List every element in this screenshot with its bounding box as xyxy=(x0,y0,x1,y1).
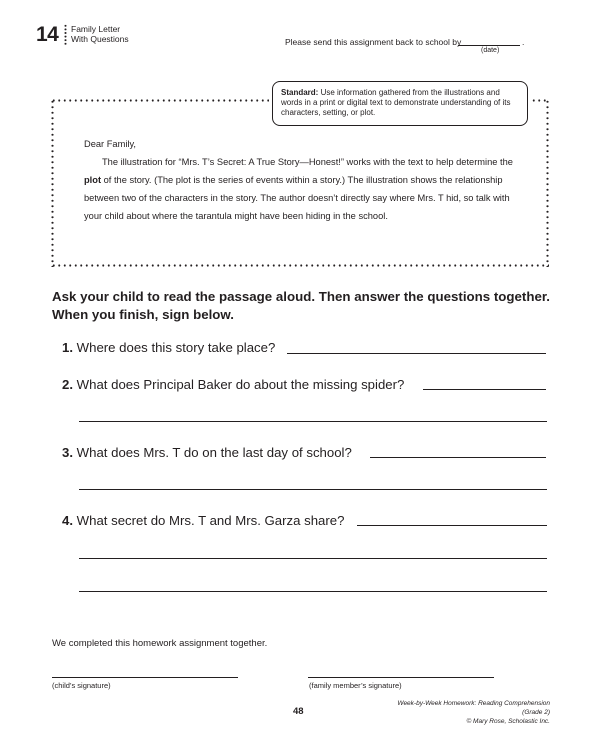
lesson-title-line1: Family Letter xyxy=(71,24,121,34)
question-text: What does Principal Baker do about the missing spider? xyxy=(76,377,405,392)
standard-label: Standard: xyxy=(281,88,319,97)
send-back-period: . xyxy=(522,37,525,47)
letter-body-bold: plot xyxy=(84,175,102,185)
header-dot-divider xyxy=(64,24,67,46)
family-letter xyxy=(84,135,524,225)
letter-body xyxy=(84,153,524,225)
page-number: 48 xyxy=(293,706,304,717)
question-number: 4. xyxy=(62,513,73,528)
completed-statement: We completed this homework assignment together. xyxy=(52,638,268,649)
question-number: 1. xyxy=(62,340,73,355)
frame-top-left-dots xyxy=(51,99,269,102)
question-text: What secret do Mrs. T and Mrs. Garza share? xyxy=(76,513,345,528)
family-signature-line[interactable] xyxy=(308,677,494,678)
credit-line1: Week-by-Week Homework: Reading Comprehension (Grade 2) xyxy=(397,700,550,716)
footer-credit xyxy=(382,699,550,726)
standard-text: Use information gathered from the illustrations and words in a print or digital text to demonstrate understanding of its characters, setting, or plot. xyxy=(281,88,511,117)
question-number: 2. xyxy=(62,377,73,392)
date-label: (date) xyxy=(481,47,500,54)
child-signature-label: (child’s signature) xyxy=(52,681,111,690)
date-blank[interactable] xyxy=(458,45,520,46)
frame-bottom-dots xyxy=(51,264,549,267)
question-text: Where does this story take place? xyxy=(76,340,276,355)
lesson-number: 14 xyxy=(36,23,59,46)
frame-right-dots xyxy=(546,99,549,267)
frame-left-dots xyxy=(51,99,54,267)
answer-line-3a[interactable] xyxy=(370,457,546,458)
family-signature-label: (family member’s signature) xyxy=(309,681,402,690)
child-signature-line[interactable] xyxy=(52,677,238,678)
question-4 xyxy=(62,513,344,529)
standard-callout xyxy=(272,81,528,126)
instructions: Ask your child to read the passage aloud. Then answer the questions together. When you finish, sign below. xyxy=(52,289,550,322)
question-1 xyxy=(62,340,275,356)
question-text: What does Mrs. T do on the last day of school? xyxy=(76,445,352,460)
answer-line-1a[interactable] xyxy=(287,353,546,354)
answer-line-3b[interactable] xyxy=(79,489,547,490)
answer-line-2b[interactable] xyxy=(79,421,547,422)
lesson-title xyxy=(71,24,129,44)
letter-greeting: Dear Family, xyxy=(84,139,136,149)
letter-body-part2: of the story. (The plot is the series of events within a story.) The illustration shows the relationship between two of the characters in the story. The author doesn’t directly say where Mrs. T hid, so talk with your child about where the tarantula might have been hiding in the school. xyxy=(84,175,510,221)
lesson-title-line2: With Questions xyxy=(71,34,129,44)
answer-line-2a[interactable] xyxy=(423,389,546,390)
send-back-text: Please send this assignment back to school by xyxy=(285,37,462,47)
letter-body-part1: The illustration for “Mrs. T’s Secret: A True Story—Honest!” works with the text to help determine the xyxy=(102,157,513,167)
question-3 xyxy=(62,445,352,461)
question-number: 3. xyxy=(62,445,73,460)
answer-line-4c[interactable] xyxy=(79,591,547,592)
question-2 xyxy=(62,377,404,393)
answer-line-4a[interactable] xyxy=(357,525,547,526)
credit-line2: © Mary Rose, Scholastic Inc. xyxy=(466,718,550,725)
answer-line-4b[interactable] xyxy=(79,558,547,559)
